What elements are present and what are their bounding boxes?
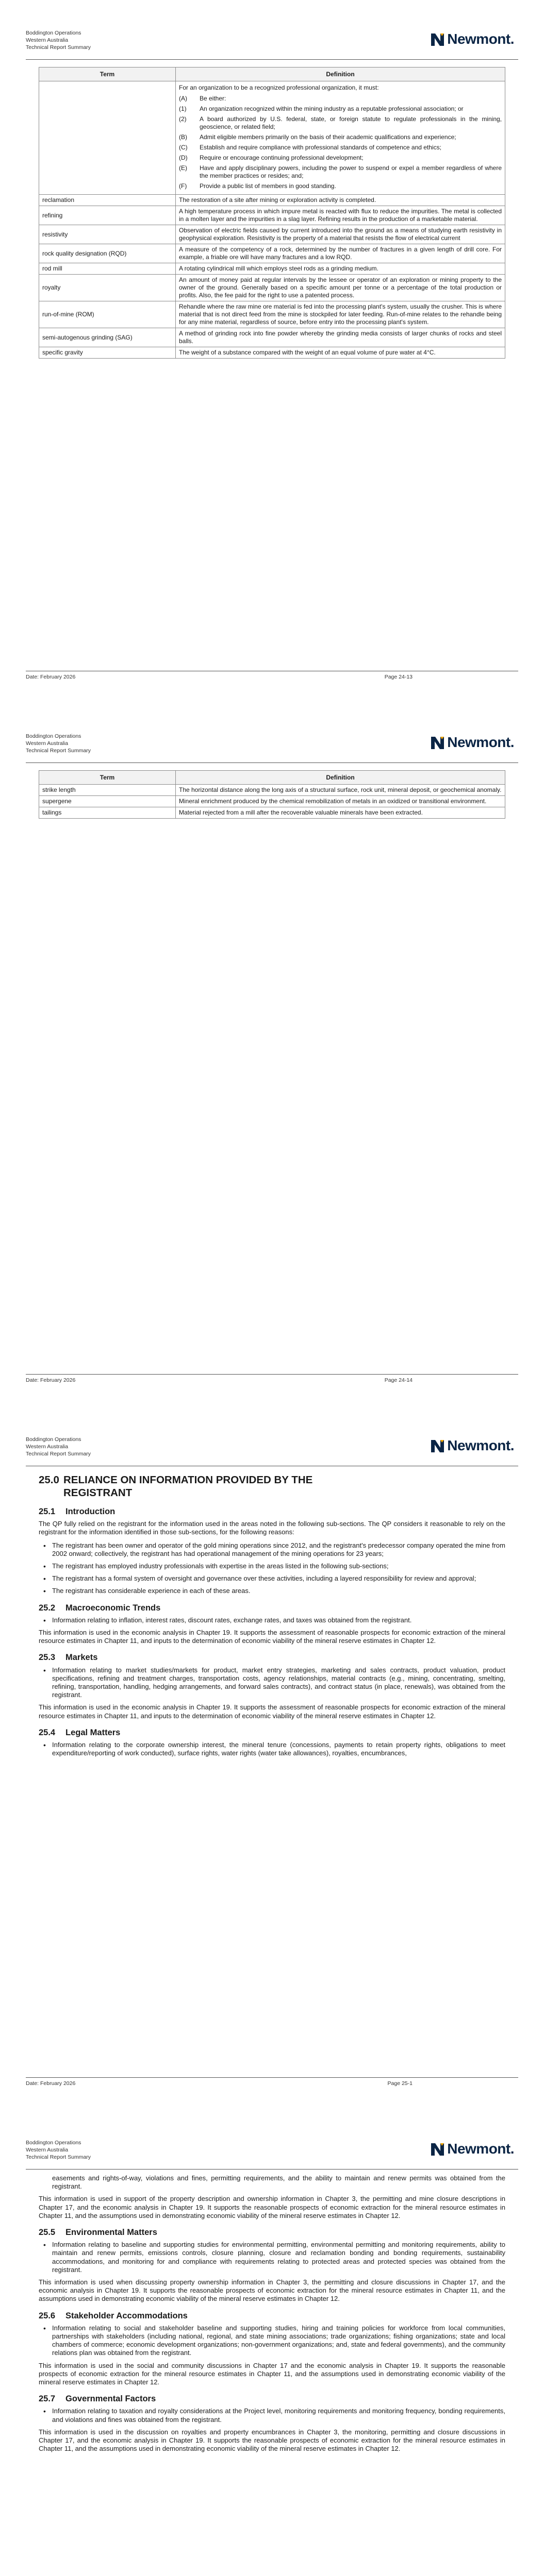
list-letter: (B) — [179, 133, 187, 141]
section-number: 25.4 — [39, 1727, 56, 1737]
definition-cell: Rehandle where the raw mine ore material is fed into the processing plant's system, usually the crusher. This is where material that is not direct feed from the mine is stockpiled for later feeding. Run-of-mine relates to the rehandle being for any mine material, regardless of source, before entry into the processing plant's system. — [176, 301, 505, 328]
list-item: • The registrant has been owner and operator of the gold mining operations since 2012, and the registrant's predecessor company operated the mine from 2002 onward; collectively, the registrant has had operational management of the mining operations for 23 years; — [39, 1541, 505, 1558]
paragraph: The QP fully relied on the registrant for the information used in the areas noted in the following sub-sections. The QP considers it reasonable to rely on the registrant for the information identified in those sub-sections, for the following reasons: — [39, 1520, 505, 1536]
list-text: A board authorized by U.S. federal, state, or foreign statute to regulate professionals in the mining, geoscience, or related field; — [200, 115, 502, 130]
list-item — [179, 144, 502, 151]
section-number: 25.2 — [39, 1603, 56, 1613]
table-row — [39, 81, 505, 195]
page-number: Page 24-13 — [384, 674, 413, 680]
section-heading-environmental-matters — [39, 2228, 505, 2236]
list-letter: (D) — [179, 154, 188, 161]
paragraph: This information is used in support of the property description and ownership information in Chapter 3, the permitting and mine closure descriptions in Chapter 17, and the economic analysis in Chapter 19. It supports the reasonable prospects of economic extraction for the mineral resource estimates in Chapter 11, and the assumptions used in demonstrating economic viability of the mineral reserve estimates in Chapter 12. — [39, 2195, 505, 2219]
table-row — [39, 785, 505, 796]
table-header-row — [39, 771, 505, 785]
section-title: Markets — [65, 1653, 98, 1663]
list-item: • Information relating to taxation and royalty considerations at the Project level, monitoring requirements and monitoring frequency, bonding requirements, and violations and fines was obtained from the registrant. — [39, 2407, 505, 2424]
page-footer — [26, 1374, 518, 1385]
section-number: 25.6 — [39, 2311, 56, 2320]
table-row — [39, 244, 505, 263]
section-heading-legal-matters — [39, 1728, 505, 1737]
list-item: • The registrant has employed industry professionals with expertise in the areas listed in the following sub-sections; — [39, 1562, 505, 1570]
chapter-title-line-2: REGISTRANT — [63, 1487, 133, 1499]
logo-wordmark: Newmont. — [447, 2141, 514, 2157]
list-item — [179, 105, 502, 113]
page-25-2 — [0, 2110, 544, 2576]
page-24-13 — [0, 0, 544, 703]
section-heading-stakeholder-accommodations — [39, 2312, 505, 2320]
table-row — [39, 263, 505, 275]
header-report-type: Technical Report Summary — [26, 1451, 91, 1457]
list-item — [179, 95, 502, 103]
term-column-header: Term — [39, 771, 176, 785]
list-letter: (C) — [179, 144, 188, 151]
paragraph: This information is used in the discussion on royalties and property encumbrances in Chapter 3, the monitoring, permitting and closure discussions in Chapter 17, and the economic analysis in Chapter 19. It supports the reasonable prospects of economic extraction for the mineral resource estimates in Chapter 11, and the assumptions used in demonstrating economic viability of the mineral reserve estimates in Chapter 12. — [39, 2428, 505, 2453]
list-item: • Information relating to inflation, interest rates, discount rates, exchange rates, and taxes was obtained from the registrant. — [39, 1616, 505, 1624]
section-heading-markets — [39, 1653, 505, 1662]
newmont-logo — [430, 28, 514, 50]
chapter-25-content — [39, 1473, 505, 1761]
header-report-type: Technical Report Summary — [26, 748, 91, 754]
newmont-logo — [430, 1435, 514, 1456]
section-number: 25.7 — [39, 2394, 56, 2404]
definition-cell — [176, 81, 505, 195]
header-text — [26, 733, 91, 754]
list-text: Establish and require compliance with professional standards of competence and ethics; — [200, 144, 441, 151]
newmont-n-mark-icon — [430, 31, 446, 47]
list-item: • Information relating to social and stakeholder baseline and supporting studies, hiring and training policies for workforce from local communities, partnerships with stakeholders (including national, regional, and state mining associations; trade organizations; fishing organizations; state and local chambers of commerce; economic development organizations; non-government organizations; and, state and federal governments), and the community relations plan was obtained from the registrant. — [39, 2324, 505, 2358]
definition-cell: The horizontal distance along the long axis of a structural surface, rock unit, mineral deposit, or geochemical anomaly. — [176, 785, 505, 796]
term-cell: strike length — [39, 785, 176, 796]
section-number: 25.1 — [39, 1507, 56, 1516]
definition-cell: A method of grinding rock into fine powder whereby the grinding media consists of larger chunks of rocks and steel balls. — [176, 328, 505, 347]
definition-cell: Observation of electric fields caused by current introduced into the ground as a means of studying earth resistivity in geophysical exploration. Resistivity is the property of a material that resists the flow of electrical current — [176, 225, 505, 244]
list-letter: (E) — [179, 164, 187, 172]
list-item — [179, 133, 502, 141]
footer-date: Date: February 2026 — [26, 2080, 76, 2087]
term-cell: rod mill — [39, 263, 176, 275]
table-row — [39, 275, 505, 301]
section-title: Governmental Factors — [65, 2394, 156, 2404]
definition-cell: An amount of money paid at regular intervals by the lessee or operator of an exploration or mining property to the owner of the ground. Generally based on a specific amount per tonne or a percentage of the total production or profits. Also, the fee paid for the right to use a patented process. — [176, 275, 505, 301]
section-heading-macroeconomic-trends — [39, 1604, 505, 1612]
chapter-heading — [39, 1473, 505, 1499]
chapter-title-line-1: RELIANCE ON INFORMATION PROVIDED BY THE — [63, 1474, 313, 1486]
definition-cell: The weight of a substance compared with the weight of an equal volume of pure water at 4°C. — [176, 347, 505, 359]
header-company: Boddington Operations — [26, 2140, 81, 2146]
term-column-header: Term — [39, 67, 176, 81]
section-title: Introduction — [65, 1507, 116, 1516]
list-text: Admit eligible members primarily on the basis of their academic qualifications and experience; — [200, 133, 456, 141]
header-location: Western Australia — [26, 37, 69, 43]
list-text: Require or encourage continuing professional development; — [200, 154, 364, 161]
header-company: Boddington Operations — [26, 30, 81, 36]
paragraph: This information is used in the social and community discussions in Chapter 17 and the economic analysis in Chapter 19. It supports the reasonable prospects of economic extraction for the mineral resource estimates in Chapter 11, and the assumptions used in demonstrating economic viability of the mineral reserve estimates in Chapter 12. — [39, 2361, 505, 2386]
term-cell: specific gravity — [39, 347, 176, 359]
term-cell: refining — [39, 206, 176, 225]
paragraph: This information is used in the economic analysis in Chapter 19. It supports the assessment of reasonable prospects for economic extraction of the mineral resource estimates in Chapter 11, and inputs to the determination of economic viability of the mineral reserve estimates in Chapter 12. — [39, 1629, 505, 1645]
list-text: An organization recognized within the mining industry as a reputable professional association; or — [200, 105, 464, 112]
page-25-1 — [0, 1406, 544, 2110]
glossary-table — [39, 67, 505, 359]
header-company: Boddington Operations — [26, 733, 81, 739]
definition-cell: The restoration of a site after mining or exploration activity is completed. — [176, 195, 505, 206]
definition-cell: Mineral enrichment produced by the chemical remobilization of metals in an oxidized or transitional environment. — [176, 796, 505, 807]
definition-cell: A rotating cylindrical mill which employs steel rods as a grinding medium. — [176, 263, 505, 275]
header-location: Western Australia — [26, 2147, 69, 2153]
list-item: • The registrant has a formal system of oversight and governance over these activities, including a layered responsibility for review and approval; — [39, 1574, 505, 1583]
term-cell: reclamation — [39, 195, 176, 206]
section-heading-introduction — [39, 1507, 505, 1516]
chapter-25-content-continued — [39, 2174, 505, 2458]
header-text — [26, 2139, 91, 2161]
paragraph: This information is used when discussing property ownership information in Chapter 3, the permitting and closure discussions in Chapter 17, and the economic analysis in Chapter 19. It supports the reasonable prospects of economic extraction for the mineral resource estimates in Chapter 11, and the assumptions used in demonstrating economic viability of the mineral reserve estimates in Chapter 12. — [39, 2278, 505, 2303]
list-item: • Information relating to market studies/markets for product, market entry strategies, marketing and sales contracts, product valuation, product specifications, refining and treatment charges, transportation costs, agency relationships, material contracts (e.g., mining, concentrating, smelting, refining, transportation, handling, hedging arrangements, and forward sales contracts), and contract status (in place, renewals), was obtained from the registrant. — [39, 1666, 505, 1700]
term-cell: tailings — [39, 807, 176, 819]
logo-wordmark: Newmont. — [447, 734, 514, 750]
section-title: Environmental Matters — [65, 2228, 157, 2238]
list-letter: (F) — [179, 182, 187, 190]
newmont-logo — [430, 2138, 514, 2160]
table-header-row — [39, 67, 505, 81]
page-header — [26, 2138, 518, 2170]
list-text: Be either: — [200, 95, 226, 102]
list-item — [179, 115, 502, 131]
list-text: Provide a public list of members in good standing. — [200, 182, 336, 190]
term-cell: resistivity — [39, 225, 176, 244]
rpo-intro: For an organization to be a recognized professional organization, it must: — [179, 84, 379, 91]
list-item — [179, 164, 502, 180]
definition-cell: A high temperature process in which impure metal is reacted with flux to reduce the impurities. The metal is collected in a molten layer and the impurities in a slag layer. Refining results in the production of a marketable material. — [176, 206, 505, 225]
term-cell: run-of-mine (ROM) — [39, 301, 176, 328]
table-row — [39, 195, 505, 206]
section-title: Legal Matters — [65, 1727, 121, 1737]
header-report-type: Technical Report Summary — [26, 2154, 91, 2160]
table-row — [39, 225, 505, 244]
list-letter: (2) — [179, 115, 187, 123]
logo-wordmark: Newmont. — [447, 31, 514, 47]
section-title: Stakeholder Accommodations — [65, 2311, 188, 2320]
term-cell: supergene — [39, 796, 176, 807]
footer-date: Date: February 2026 — [26, 1377, 76, 1383]
bullet-list — [39, 2241, 505, 2274]
section-heading-governmental-factors — [39, 2395, 505, 2403]
logo-wordmark: Newmont. — [447, 1437, 514, 1453]
header-company: Boddington Operations — [26, 1436, 81, 1443]
page-header — [26, 1435, 518, 1466]
definition-column-header: Definition — [176, 67, 505, 81]
header-report-type: Technical Report Summary — [26, 44, 91, 50]
section-number: 25.5 — [39, 2228, 56, 2238]
list-item: • The registrant has considerable experience in each of these areas. — [39, 1587, 505, 1595]
newmont-logo — [430, 732, 514, 753]
section-number: 25.3 — [39, 1653, 56, 1663]
term-cell — [39, 81, 176, 195]
list-item — [179, 182, 502, 190]
header-location: Western Australia — [26, 740, 69, 747]
term-cell: semi-autogenous grinding (SAG) — [39, 328, 176, 347]
bullet-list — [39, 2407, 505, 2424]
table-row — [39, 206, 505, 225]
bullet-list — [39, 2324, 505, 2358]
bullet-list — [39, 1616, 505, 1624]
footer-date: Date: February 2026 — [26, 674, 76, 680]
page-header — [26, 732, 518, 763]
page-number: Page 24-14 — [384, 1377, 413, 1383]
page-24-14 — [0, 703, 544, 1406]
bullet-list — [39, 1741, 505, 1757]
newmont-n-mark-icon — [430, 735, 446, 750]
section-title: Macroeconomic Trends — [65, 1603, 161, 1613]
list-item — [179, 154, 502, 162]
bullet-continuation: easements and rights-of-way, violations and fines, permitting requirements, and the ability to maintain and renew permits was obtained from the registrant. — [52, 2174, 505, 2191]
paragraph: This information is used in the economic analysis in Chapter 19. It supports the assessment of reasonable prospects for economic extraction of the mineral resource estimates in Chapter 11, and inputs to the determination of economic viability of the mineral reserve estimates in Chapter 12. — [39, 1703, 505, 1720]
term-cell: rock quality designation (RQD) — [39, 244, 176, 263]
list-item: • Information relating to the corporate ownership interest, the mineral tenure (concessions, payments to retain property rights, obligations to meet expenditure/reporting of work conducted), surface rights, water rights (water take allowances), royalties, encumbrances, — [39, 1741, 505, 1757]
page-footer — [26, 671, 518, 682]
table-row — [39, 328, 505, 347]
page-footer — [26, 2077, 518, 2088]
header-text — [26, 1436, 91, 1458]
definition-cell: Material rejected from a mill after the recoverable valuable minerals have been extracted. — [176, 807, 505, 819]
page-number: Page 25-1 — [387, 2080, 413, 2087]
header-text — [26, 29, 91, 51]
term-cell: royalty — [39, 275, 176, 301]
page-header — [26, 28, 518, 60]
newmont-n-mark-icon — [430, 1438, 446, 1453]
bullet-list — [39, 1541, 505, 1596]
glossary-table — [39, 770, 505, 819]
list-item: • Information relating to baseline and supporting studies for environmental permitting, environmental permitting and monitoring requirements, ability to maintain and renew permits, emissions controls, closure planning, closure and reclamation bonding and bonding requirements, sustainability accommodations, and monitoring for and compliance with requirements relating to protected areas and protected species was obtained from the registrant. — [39, 2241, 505, 2274]
list-text: Have and apply disciplinary powers, including the power to suspend or expel a member regardless of where the member practices or resides; and; — [200, 164, 502, 179]
definition-cell: A measure of the competency of a rock, determined by the number of fractures in a given length of drill core. For example, a friable ore will have many fractures and a low RQD. — [176, 244, 505, 263]
table-row — [39, 347, 505, 359]
newmont-n-mark-icon — [430, 2141, 446, 2157]
list-letter: (1) — [179, 105, 187, 112]
list-letter: (A) — [179, 95, 187, 102]
chapter-number: 25.0 — [39, 1474, 59, 1486]
bullet-list — [39, 1666, 505, 1700]
header-location: Western Australia — [26, 1444, 69, 1450]
definition-column-header: Definition — [176, 771, 505, 785]
table-row — [39, 301, 505, 328]
table-row — [39, 807, 505, 819]
table-row — [39, 796, 505, 807]
